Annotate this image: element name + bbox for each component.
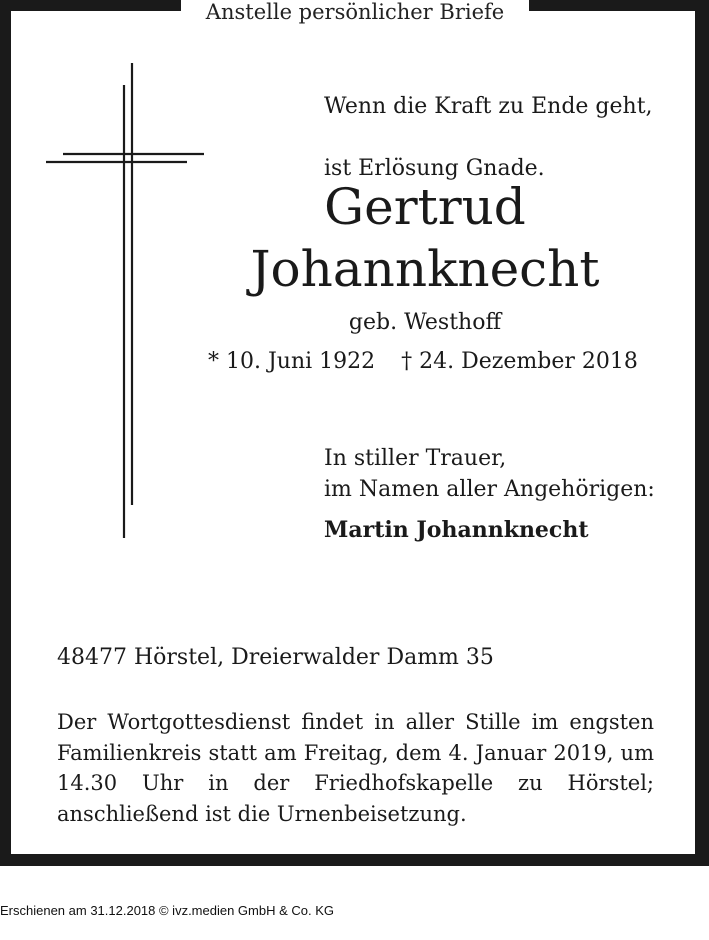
- cross-icon: [44, 60, 214, 540]
- mourning-line-1: In stiller Trauer,: [324, 446, 507, 471]
- signer-name: Martin Johannknecht: [324, 517, 589, 543]
- mourning-text: [324, 443, 655, 505]
- header-title: Anstelle persönlicher Briefe: [205, 0, 505, 24]
- motto-line-2: ist Erlösung Gnade.: [324, 156, 545, 181]
- birth-name: geb. Westhoff: [348, 310, 502, 335]
- publication-footer: Erschienen am 31.12.2018 © ivz.medien GmbH & Co. KG: [0, 903, 335, 918]
- service-info: Der Wortgottesdienst findet in aller Stille im engsten Familienkreis statt am Freitag, dem 4. Januar 2019, um 14.30 Uhr in der Friedhofskapelle zu Hörstel; anschließend ist die Urnenbeisetzung.: [57, 710, 654, 826]
- deceased-first-name: Gertrud: [324, 178, 526, 236]
- death-date: † 24. Dezember 2018: [401, 349, 638, 374]
- mourning-line-2: im Namen aller Angehörigen:: [324, 477, 655, 502]
- birth-date: * 10. Juni 1922: [208, 349, 376, 374]
- motto-line-1: Wenn die Kraft zu Ende geht,: [324, 94, 653, 119]
- deceased-last-name: Johannknecht: [250, 240, 600, 298]
- address: 48477 Hörstel, Dreierwalder Damm 35: [57, 645, 494, 670]
- life-dates: [208, 347, 638, 377]
